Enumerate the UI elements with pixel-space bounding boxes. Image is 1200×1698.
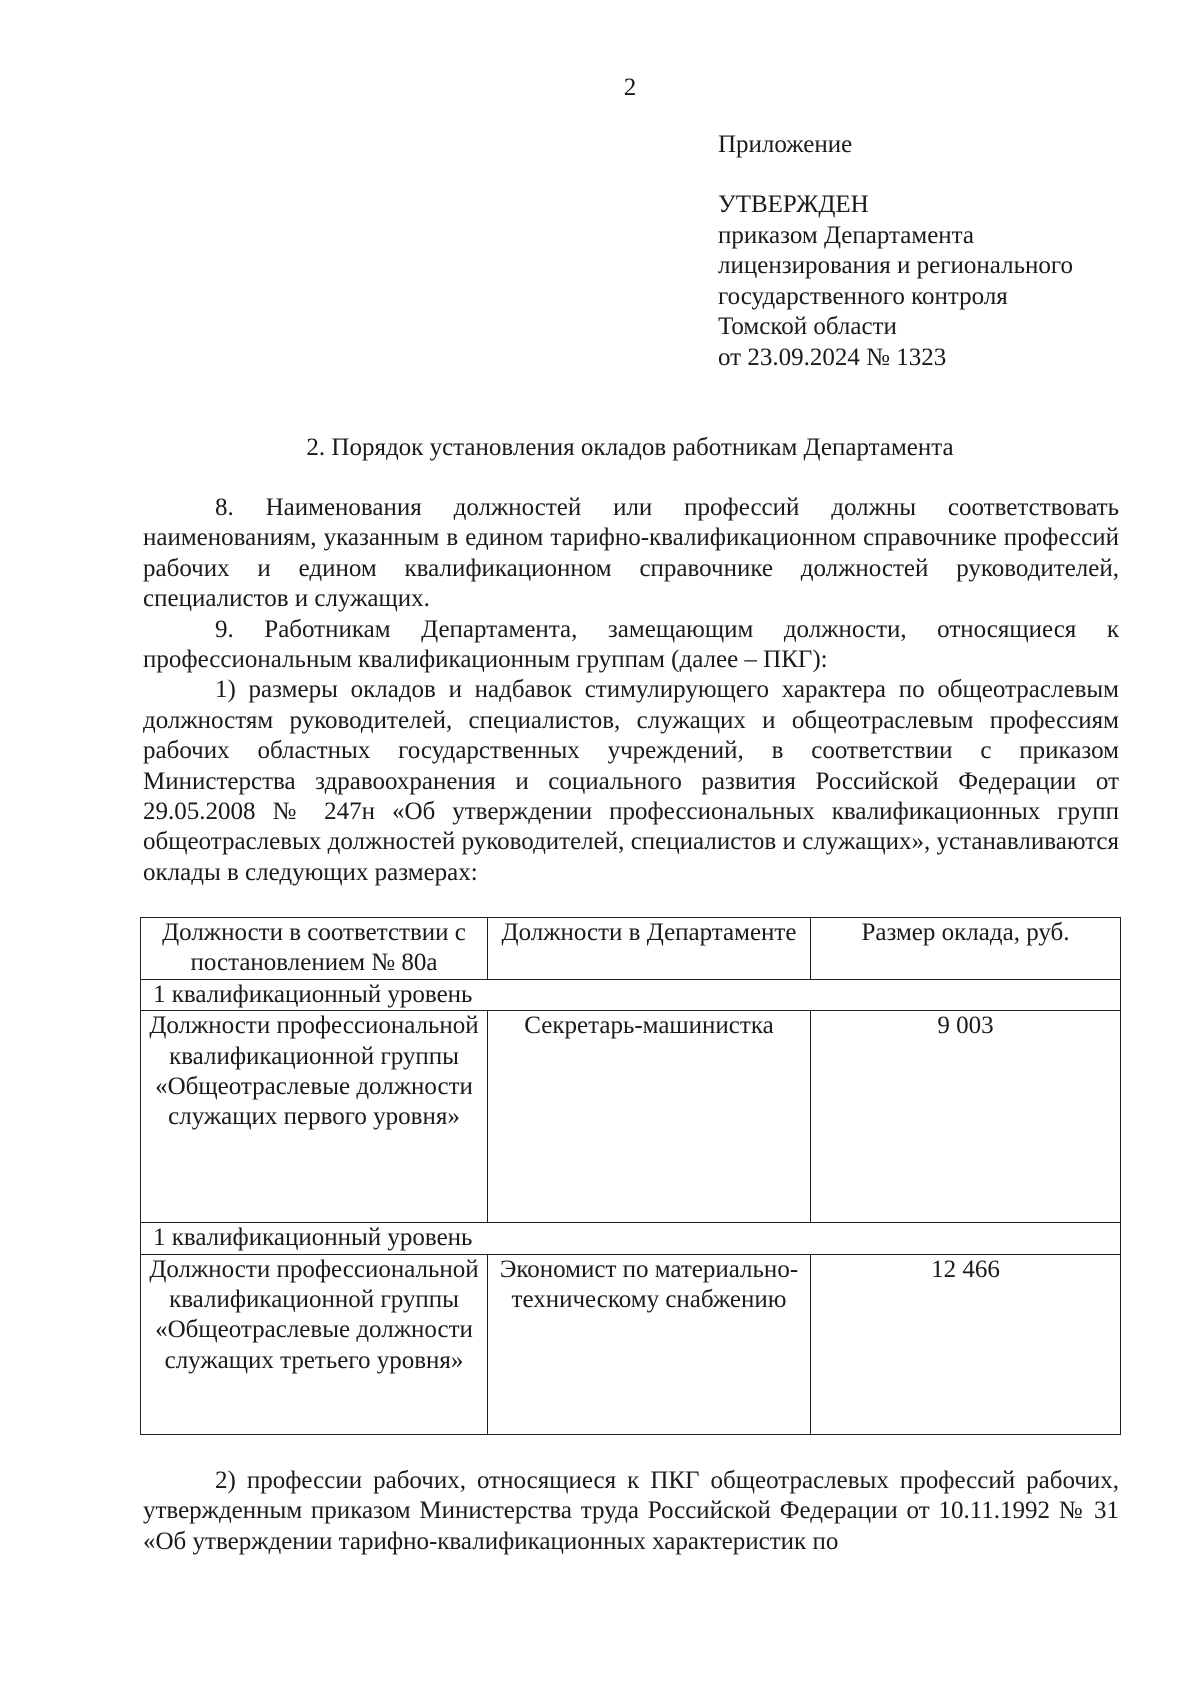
approval-line: Томской области xyxy=(718,313,897,340)
paragraph-8: 8. Наименования должностей или профессий должны соответствовать наименованиям, указанным в едином тарифно-квалификационном справочнике профессий рабочих и едином квалификационном справочнике должностей руководителей, специалистов и служащих. xyxy=(143,494,1119,613)
qualification-level: 1 квалификационный уровень xyxy=(141,979,1121,1010)
table-row xyxy=(141,1254,1121,1434)
approval-title: УТВЕРЖДЕН xyxy=(718,191,869,218)
approval-stamp-block xyxy=(718,190,1073,373)
approval-line: государственного контроля xyxy=(718,282,1008,310)
section-title: 2. Порядок установления окладов работникам Департамента xyxy=(306,434,954,461)
table-header-row xyxy=(141,918,1121,980)
table-header-cell: Должности в соответствии с постановлением № 80а xyxy=(141,918,488,980)
paragraph-9-2: 2) профессии рабочих, относящиеся к ПКГ общеотраслевых профессий рабочих, утвержденным приказом Министерства труда Российской Федерации от 10.11.1992 № 31 «Об утверждении тарифно-квалификационных характеристик по xyxy=(143,1467,1119,1555)
table-row xyxy=(141,1011,1121,1223)
paragraph-9: 9. Работникам Департамента, замещающим должности, относящиеся к профессиональным квалификационным группам (далее – ПКГ): xyxy=(143,615,1119,674)
table-header-cell: Размер оклада, руб. xyxy=(811,918,1121,980)
group-cell: Должности профессиональной квалификационной группы «Общеотраслевые должности служащих третьего уровня» xyxy=(141,1254,488,1434)
table-level-row xyxy=(141,1223,1121,1254)
table-level-row xyxy=(141,979,1121,1010)
approval-line: лицензирования и регионального xyxy=(718,252,1073,279)
table-header-cell: Должности в Департаменте xyxy=(488,918,811,980)
body-paragraphs-after-table xyxy=(143,1466,1119,1557)
appendix-label: Приложение xyxy=(718,131,853,158)
salary-table xyxy=(140,917,1121,1435)
salary-cell: 12 466 xyxy=(811,1254,1121,1434)
position-cell: Секретарь-машинистка xyxy=(488,1011,811,1223)
page-number: 2 xyxy=(623,74,637,101)
paragraph-9-1: 1) размеры окладов и надбавок стимулирующего характера по общеотраслевым должностям руководителей, специалистов, служащих и общеотраслевым профессиям рабочих областных государственных учреждений, в соответствии с приказом Министерства здравоохранения и социального развития Российской Федерации от 29.05.2008 № 247н «Об утверждении профессиональных квалификационных групп общеотраслевых должностей руководителей, специалистов и служащих», устанавливаются оклады в следующих размерах: xyxy=(143,676,1119,886)
body-paragraphs xyxy=(143,493,1119,888)
position-cell: Экономист по материально-техническому снабжению xyxy=(488,1254,811,1434)
salary-cell: 9 003 xyxy=(811,1011,1121,1223)
approval-line: приказом Департамента xyxy=(718,221,974,249)
approval-line: от 23.09.2024 № 1323 xyxy=(718,343,947,371)
qualification-level: 1 квалификационный уровень xyxy=(141,1223,1121,1254)
group-cell: Должности профессиональной квалификационной группы «Общеотраслевые должности служащих первого уровня» xyxy=(141,1011,488,1223)
